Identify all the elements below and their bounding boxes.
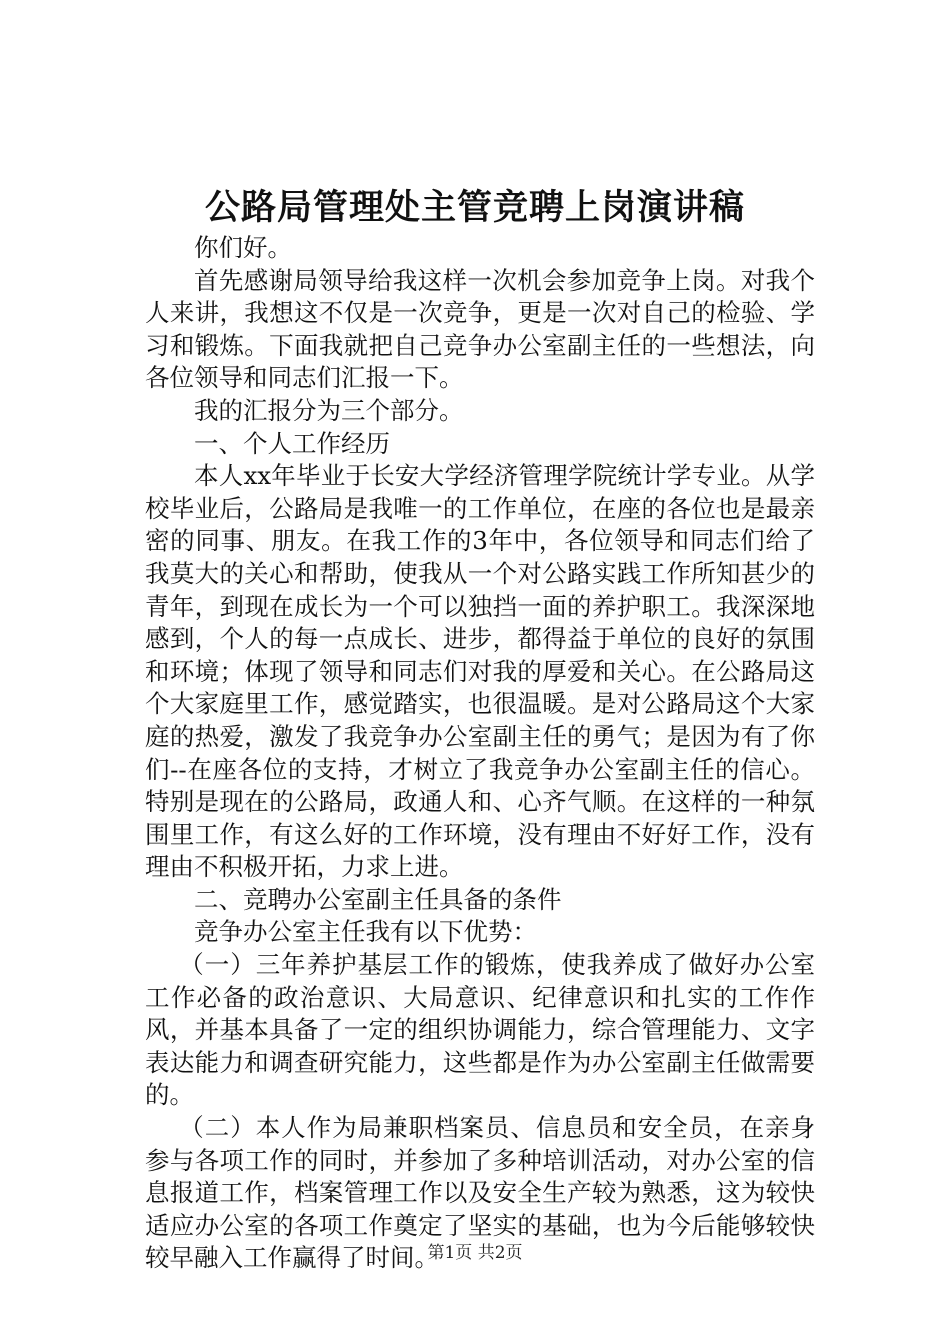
paragraph-advantages-intro: 竞争办公室主任我有以下优势： <box>194 917 537 947</box>
document-title: 公路局管理处主管竞聘上岗演讲稿 <box>204 187 745 228</box>
paragraph-thanks: 首先感谢局领导给我这样一次机会参加竞争上岗。对我个人来讲，我想这不仅是一次竞争，更是一次对自己的检验、学习和锻炼。下面我就把自己竞争办公室副主任的一些想法，向各位领导和同志们汇报一下。 <box>145 265 815 393</box>
page-number-footer: 第1页 共2页 <box>427 1243 523 1263</box>
section-heading-2: 二、竞聘办公室副主任具备的条件 <box>194 884 562 914</box>
paragraph-report-outline: 我的汇报分为三个部分。 <box>194 395 464 425</box>
paragraph-advantage-1: （一）三年养护基层工作的锻炼，使我养成了做好办公室工作必备的政治意识、大局意识、纪律意识和扎实的工作作风，并基本具备了一定的组织协调能力，综合管理能力、文字表达能力和调查研究能力，这些都是作为办公室副主任做需要的。 <box>145 950 815 1110</box>
paragraph-advantage-2: （二）本人作为局兼职档案员、信息员和安全员，在亲身参与各项工作的同时，并参加了多种培训活动，对办公室的信息报道工作，档案管理工作以及安全生产较为熟悉，这为较快适应办公室的各项工作奠定了坚实的基础，也为今后能够较快较早融入工作赢得了时间。 <box>145 1113 815 1273</box>
paragraph-greeting: 你们好。 <box>194 233 292 262</box>
document-body <box>145 232 815 1275</box>
paragraph-work-experience: 本人xx年毕业于长安大学经济管理学院统计学专业。从学校毕业后，公路局是我唯一的工作单位，在座的各位也是最亲密的同事、朋友。在我工作的3年中，各位领导和同志们给了我莫大的关心和帮助，使我从一个对公路实践工作所知甚少的青年，到现在成长为一个可以独挡一面的养护职工。我深深地感到，个人的每一点成长、进步，都得益于单位的良好的氛围和环境；体现了领导和同志们对我的厚爱和关心。在公路局这个大家庭里工作，感觉踏实，也很温暖。是对公路局这个大家庭的热爱，激发了我竞争办公室副主任的勇气；是因为有了你们--在座各位的支持，才树立了我竞争办公室副主任的信心。特别是现在的公路局，政通人和、心齐气顺。在这样的一种氛围里工作，有这么好的工作环境，没有理由不好好工作，没有理由不积极开拓，力求上进。 <box>145 461 815 882</box>
section-heading-1: 一、个人工作经历 <box>194 428 390 458</box>
